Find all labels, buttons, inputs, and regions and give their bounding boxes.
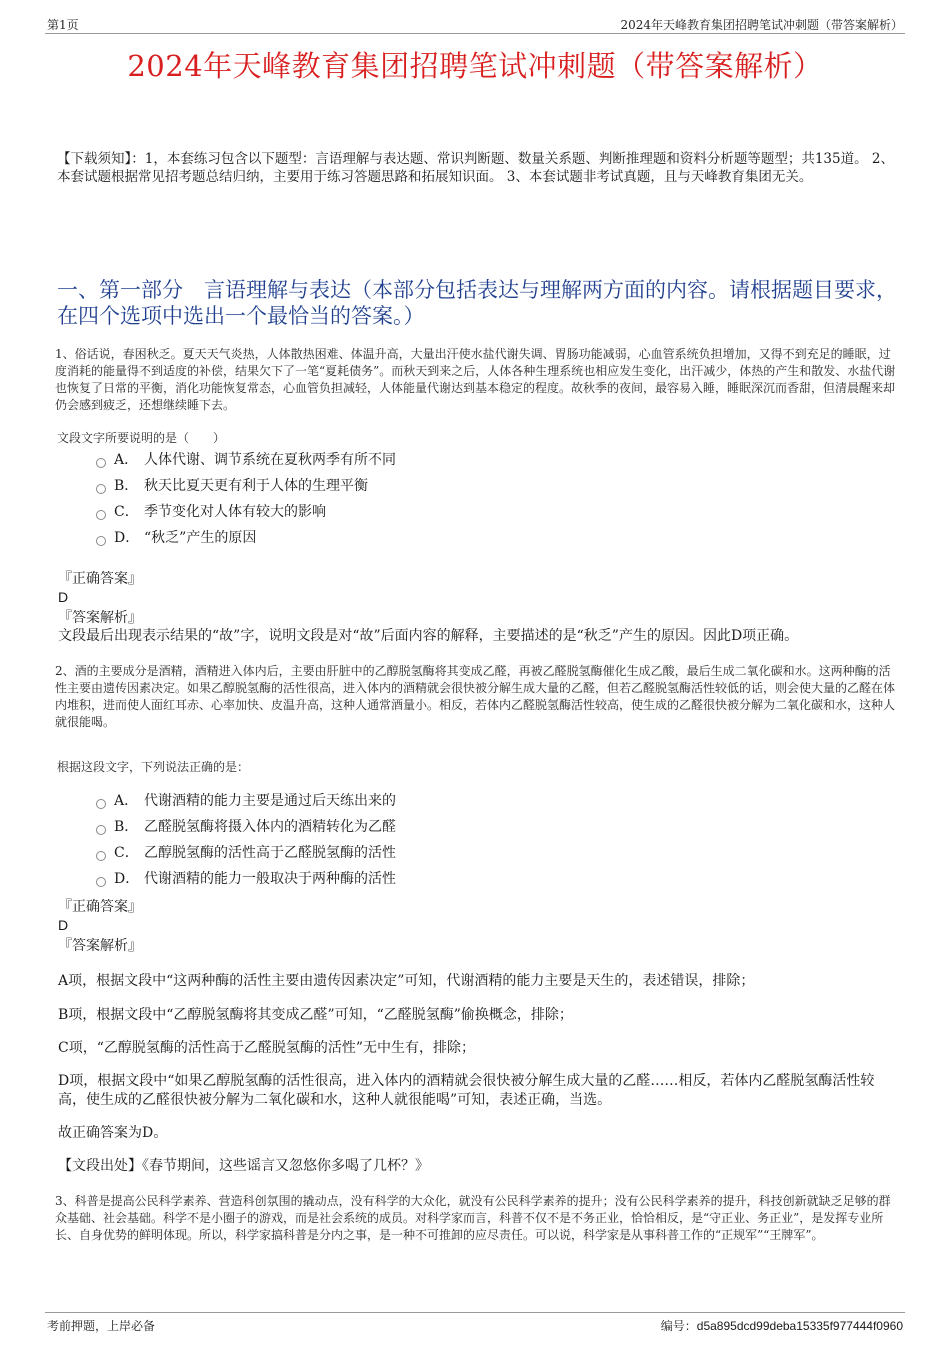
- question-3-passage: 3、科普是提高公民科学素养、营造科创氛围的撬动点，没有科学的大众化，就没有公民科学素养的提升；没有公民科学素养的提升，科技创新就缺乏足够的群众基础、社会基础。科学不是小圈子的游戏，而是社会系统的成员。对科学家而言，科普不仅不是不务正业，恰恰相反，是“守正业、务正业”，是发挥专业所长、自身优势的鲜明体现。所以，科学家搞科普是分内之事，是一种不可推卸的应尽责任。可以说，科学家是从事科普工作的“正规军”“王牌军”。: [55, 1194, 891, 1242]
- radio-icon[interactable]: [96, 458, 106, 468]
- q2-analysis-a: A项，根据文段中“这两种酶的活性主要由遗传因素决定”可知，代谢酒精的能力主要是天生的，表述错误，排除；: [58, 973, 755, 989]
- q2-option-a[interactable]: A． 代谢酒精的能力主要是通过后天练出来的: [96, 791, 396, 811]
- radio-icon[interactable]: [96, 825, 106, 835]
- q2-source: 【文段出处】《春节期间，这些谣言又忽悠你多喝了几杯？》: [58, 1158, 429, 1174]
- q2-analysis-c: C项，“乙醇脱氢酶的活性高于乙醛脱氢酶的活性”无中生有，排除；: [58, 1040, 476, 1056]
- question-2-passage: 2、酒的主要成分是酒精，酒精进入体内后，主要由肝脏中的乙醇脱氢酶将其变成乙醛，再被乙醛脱氢酶催化生成乙酸，最后生成二氧化碳和水。这两种酶的活性主要由遗传因素决定。如果乙醇脱氢酶的活性很高，进入体内的酒精就会很快被分解生成大量的乙醛，但若乙醛脱氢酶活性较低的话，则会使大量的乙醛在体内堆积，进而使人面红耳赤、心率加快、皮温升高，这种人通常酒量小。相反，若体内乙醛脱氢酶活性较高，使生成的乙醛很快被分解为二氧化碳和水，这种人就很能喝。: [55, 664, 896, 729]
- question-1-passage: 1、俗话说，春困秋乏。夏天天气炎热，人体散热困难、体温升高，大量出汗使水盐代谢失调、胃肠功能减弱，心血管系统负担增加，又得不到充足的睡眠，过度消耗的能量得不到适度的补偿，结果欠下了一笔“夏耗债务”。而秋天到来之后，人体各种生理系统也相应发生变化，出汗减少，体热的产生和散发、水盐代谢也恢复了日常的平衡，消化功能恢复常态，心血管负担减轻，人体能量代谢达到基本稳定的程度。故秋季的夜间，最容易入睡，睡眠深沉而香甜，但清晨醒来却仍会感到疲乏，还想继续睡下去。: [55, 347, 896, 412]
- page-number: 第1页: [47, 18, 79, 32]
- radio-icon[interactable]: [96, 484, 106, 494]
- q2-conclusion: 故正确答案为D。: [58, 1125, 168, 1141]
- question-2-stem: 根据这段文字，下列说法正确的是：: [57, 760, 250, 774]
- radio-icon[interactable]: [96, 877, 106, 887]
- radio-icon[interactable]: [96, 536, 106, 546]
- q1-option-c[interactable]: C． 季节变化对人体有较大的影响: [96, 502, 326, 522]
- radio-icon[interactable]: [96, 799, 106, 809]
- page-header: [45, 14, 905, 34]
- q2-analysis-label: 『答案解析』: [58, 938, 142, 954]
- q1-option-a[interactable]: A． 人体代谢、调节系统在夏秋两季有所不同: [96, 450, 396, 470]
- q2-option-b[interactable]: B． 乙醛脱氢酶将摄入体内的酒精转化为乙醛: [96, 817, 396, 837]
- radio-icon[interactable]: [96, 510, 106, 520]
- header-doc-title: 2024年天峰教育集团招聘笔试冲刺题（带答案解析）: [620, 18, 903, 32]
- q2-analysis-b: B项，根据文段中“乙醇脱氢酶将其变成乙醛”可知，“乙醛脱氢酶”偷换概念，排除；: [58, 1007, 573, 1023]
- q1-answer: D: [58, 589, 69, 605]
- section-heading: 一、第一部分 言语理解与表达（本部分包括表达与理解两方面的内容。请根据题目要求，在四个选项中选出一个最恰当的答案。）: [57, 278, 897, 328]
- q1-analysis: 文段最后出现表示结果的“故”字，说明文段是对“故”后面内容的解释，主要描述的是“秋乏”产生的原因。因此D项正确。: [58, 628, 799, 644]
- q1-analysis-label: 『答案解析』: [58, 610, 142, 626]
- q1-answer-label: 『正确答案』: [58, 571, 142, 587]
- q2-option-c[interactable]: C． 乙醇脱氢酶的活性高于乙醛脱氢酶的活性: [96, 843, 396, 863]
- document-title: 2024年天峰教育集团招聘笔试冲刺题（带答案解析）: [127, 49, 823, 83]
- question-1-stem: 文段文字所要说明的是（ ）: [57, 431, 226, 445]
- q1-option-d[interactable]: D． “秋乏”产生的原因: [96, 528, 256, 548]
- page-footer: [45, 1312, 905, 1334]
- radio-icon[interactable]: [96, 851, 106, 861]
- document-code: 编号：d5a895dcd99deba15335f977444f0960: [660, 1319, 903, 1333]
- q2-answer-label: 『正确答案』: [58, 899, 142, 915]
- q1-option-b[interactable]: B． 秋天比夏天更有利于人体的生理平衡: [96, 476, 368, 496]
- q2-option-d[interactable]: D． 代谢酒精的能力一般取决于两种酶的活性: [96, 869, 396, 889]
- footer-slogan: 考前押题，上岸必备: [47, 1319, 156, 1333]
- q2-answer: D: [58, 917, 69, 933]
- q2-analysis-d: D项，根据文段中“如果乙醇脱氢酶的活性很高，进入体内的酒精就会很快被分解生成大量的乙醛……相反，若体内乙醛脱氢酶活性较高，使生成的乙醛很快被分解为二氧化碳和水，这种人就很能喝”可知，表述正确，当选。: [58, 1073, 875, 1108]
- download-notice: 【下载须知】：1，本套练习包含以下题型：言语理解与表达题、常识判断题、数量关系题、判断推理题和资料分析题等题型；共135道。 2、本套试题根据常见招考题总结归纳，主要用于练习答题思路和拓展知识面。 3、本套试题非考试真题，且与天峰教育集团无关。: [57, 151, 894, 185]
